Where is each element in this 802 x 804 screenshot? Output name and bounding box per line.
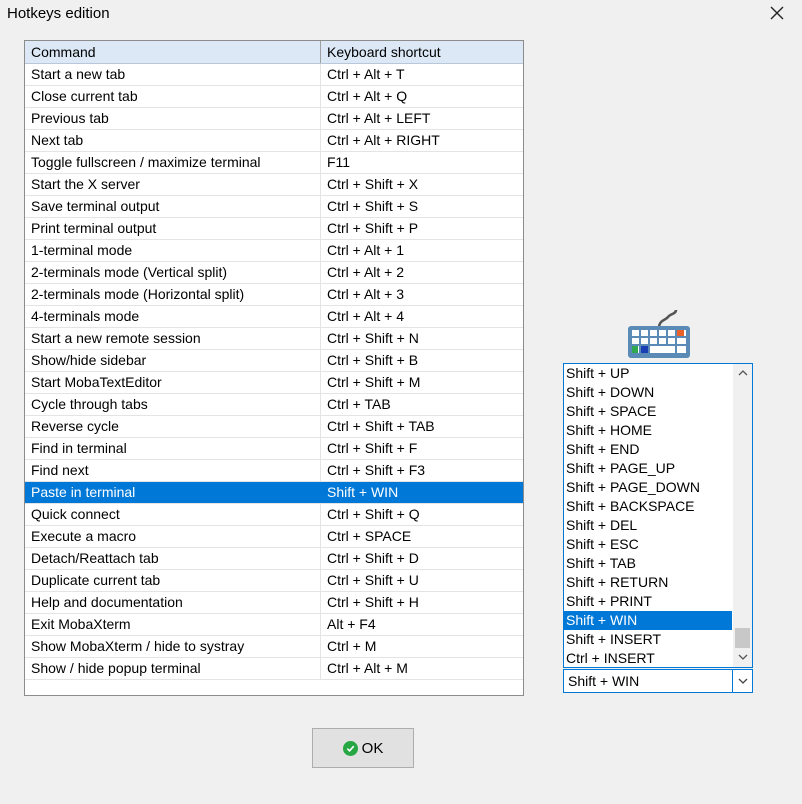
shortcut-cell: Ctrl + Shift + X: [327, 176, 419, 192]
command-cell: Cycle through tabs: [25, 394, 321, 415]
command-cell: Help and documentation: [25, 592, 321, 613]
list-item[interactable]: Shift + TAB: [566, 555, 636, 571]
table-row[interactable]: [25, 526, 523, 548]
ok-button-label: OK: [361, 739, 384, 757]
check-icon: [343, 741, 358, 756]
table-row[interactable]: [25, 284, 523, 306]
shortcut-cell: Ctrl + Alt + Q: [327, 88, 408, 104]
keyboard-icon: [626, 308, 692, 360]
command-cell: Print terminal output: [25, 218, 321, 239]
table-row[interactable]: [25, 592, 523, 614]
table-header: [25, 41, 523, 64]
shortcut-cell: F11: [327, 154, 351, 170]
shortcut-cell: Shift + WIN: [327, 484, 399, 500]
scroll-thumb[interactable]: [735, 628, 750, 648]
command-cell: Duplicate current tab: [25, 570, 321, 591]
shortcut-cell: Ctrl + Alt + 1: [327, 242, 405, 258]
shortcut-cell: Ctrl + Shift + M: [327, 374, 421, 390]
table-row[interactable]: [25, 372, 523, 394]
shortcut-cell: Ctrl + Shift + N: [327, 330, 419, 346]
command-cell: Close current tab: [25, 86, 321, 107]
table-row[interactable]: [25, 614, 523, 636]
shortcut-cell: Ctrl + M: [327, 638, 377, 654]
table-row[interactable]: [25, 108, 523, 130]
list-item[interactable]: Shift + ESC: [566, 536, 639, 552]
list-item[interactable]: Shift + RETURN: [566, 574, 669, 590]
table-row[interactable]: [25, 548, 523, 570]
table-row[interactable]: [25, 262, 523, 284]
chevron-down-icon[interactable]: [732, 670, 752, 692]
column-header-command[interactable]: Command: [25, 41, 321, 63]
table-row[interactable]: [25, 64, 523, 86]
scroll-down-icon[interactable]: [733, 648, 752, 667]
shortcut-cell: Ctrl + TAB: [327, 396, 391, 412]
shortcut-cell: Ctrl + Shift + H: [327, 594, 419, 610]
command-cell: Find in terminal: [25, 438, 321, 459]
list-item[interactable]: Shift + BACKSPACE: [566, 498, 695, 514]
command-cell: Start MobaTextEditor: [25, 372, 321, 393]
list-item[interactable]: Ctrl + INSERT: [566, 650, 655, 666]
shortcut-cell: Ctrl + Alt + RIGHT: [327, 132, 440, 148]
command-cell: Previous tab: [25, 108, 321, 129]
table-row[interactable]: [25, 86, 523, 108]
command-cell: Save terminal output: [25, 196, 321, 217]
combobox-value: Shift + WIN: [568, 673, 640, 689]
ok-button[interactable]: [312, 728, 414, 768]
hotkeys-table: [24, 40, 524, 696]
command-cell: Start the X server: [25, 174, 321, 195]
table-row[interactable]: [25, 218, 523, 240]
shortcut-cell: Ctrl + Shift + TAB: [327, 418, 435, 434]
list-item[interactable]: Shift + PRINT: [566, 593, 652, 609]
shortcut-list[interactable]: [563, 363, 753, 668]
command-cell: 1-terminal mode: [25, 240, 321, 261]
command-cell: Detach/Reattach tab: [25, 548, 321, 569]
command-cell: Show / hide popup terminal: [25, 658, 321, 679]
table-row[interactable]: [25, 174, 523, 196]
list-item[interactable]: Shift + PAGE_DOWN: [566, 479, 700, 495]
shortcut-cell: Ctrl + Shift + S: [327, 198, 419, 214]
close-icon[interactable]: [766, 2, 788, 24]
table-row[interactable]: [25, 504, 523, 526]
list-item[interactable]: Shift + PAGE_UP: [566, 460, 676, 476]
command-cell: Start a new tab: [25, 64, 321, 85]
shortcut-cell: Ctrl + Alt + 2: [327, 264, 405, 280]
table-row[interactable]: [25, 394, 523, 416]
table-row[interactable]: [25, 196, 523, 218]
shortcut-cell: Ctrl + Shift + B: [327, 352, 419, 368]
command-cell: 2-terminals mode (Vertical split): [25, 262, 321, 283]
table-row[interactable]: [25, 482, 523, 504]
list-item[interactable]: Shift + END: [566, 441, 640, 457]
command-cell: Paste in terminal: [25, 482, 321, 503]
shortcut-cell: Ctrl + Shift + Q: [327, 506, 420, 522]
command-cell: 4-terminals mode: [25, 306, 321, 327]
shortcut-cell: Ctrl + Alt + T: [327, 66, 405, 82]
command-cell: Quick connect: [25, 504, 321, 525]
shortcut-cell: Ctrl + Shift + F3: [327, 462, 426, 478]
table-row[interactable]: [25, 152, 523, 174]
list-item[interactable]: Shift + DEL: [566, 517, 638, 533]
table-row[interactable]: [25, 130, 523, 152]
list-item[interactable]: Shift + WIN: [564, 611, 732, 630]
table-row[interactable]: [25, 570, 523, 592]
table-row[interactable]: [25, 240, 523, 262]
table-body: [25, 64, 523, 680]
list-item[interactable]: Shift + HOME: [566, 422, 652, 438]
table-row[interactable]: [25, 416, 523, 438]
list-item[interactable]: Shift + DOWN: [566, 384, 655, 400]
column-header-shortcut[interactable]: Keyboard shortcut: [327, 44, 441, 60]
scroll-up-icon[interactable]: [733, 364, 752, 383]
shortcut-cell: Alt + F4: [327, 616, 376, 632]
list-item[interactable]: Shift + UP: [566, 365, 630, 381]
dialog-title: Hotkeys edition: [7, 5, 110, 22]
command-cell: Start a new remote session: [25, 328, 321, 349]
shortcut-cell: Ctrl + Alt + M: [327, 660, 408, 676]
table-row[interactable]: [25, 328, 523, 350]
shortcut-cell: Ctrl + Shift + P: [327, 220, 419, 236]
list-item[interactable]: Shift + SPACE: [566, 403, 657, 419]
table-row[interactable]: [25, 658, 523, 680]
command-cell: Exit MobaXterm: [25, 614, 321, 635]
command-cell: Execute a macro: [25, 526, 321, 547]
shortcut-cell: Ctrl + Shift + U: [327, 572, 419, 588]
table-row[interactable]: [25, 460, 523, 482]
list-item[interactable]: Shift + INSERT: [566, 631, 662, 647]
command-cell: Reverse cycle: [25, 416, 321, 437]
shortcut-combobox[interactable]: [563, 669, 753, 693]
table-row[interactable]: [25, 636, 523, 658]
table-row[interactable]: [25, 350, 523, 372]
command-cell: 2-terminals mode (Horizontal split): [25, 284, 321, 305]
shortcut-cell: Ctrl + Alt + 4: [327, 308, 405, 324]
list-scrollbar[interactable]: [733, 364, 752, 667]
command-cell: Show/hide sidebar: [25, 350, 321, 371]
shortcut-cell: Ctrl + SPACE: [327, 528, 412, 544]
shortcut-cell: Ctrl + Shift + D: [327, 550, 419, 566]
command-cell: Next tab: [25, 130, 321, 151]
command-cell: Show MobaXterm / hide to systray: [25, 636, 321, 657]
shortcut-cell: Ctrl + Alt + LEFT: [327, 110, 431, 126]
table-row[interactable]: [25, 438, 523, 460]
table-row[interactable]: [25, 306, 523, 328]
command-cell: Find next: [25, 460, 321, 481]
command-cell: Toggle fullscreen / maximize terminal: [25, 152, 321, 173]
shortcut-cell: Ctrl + Shift + F: [327, 440, 418, 456]
shortcut-cell: Ctrl + Alt + 3: [327, 286, 405, 302]
